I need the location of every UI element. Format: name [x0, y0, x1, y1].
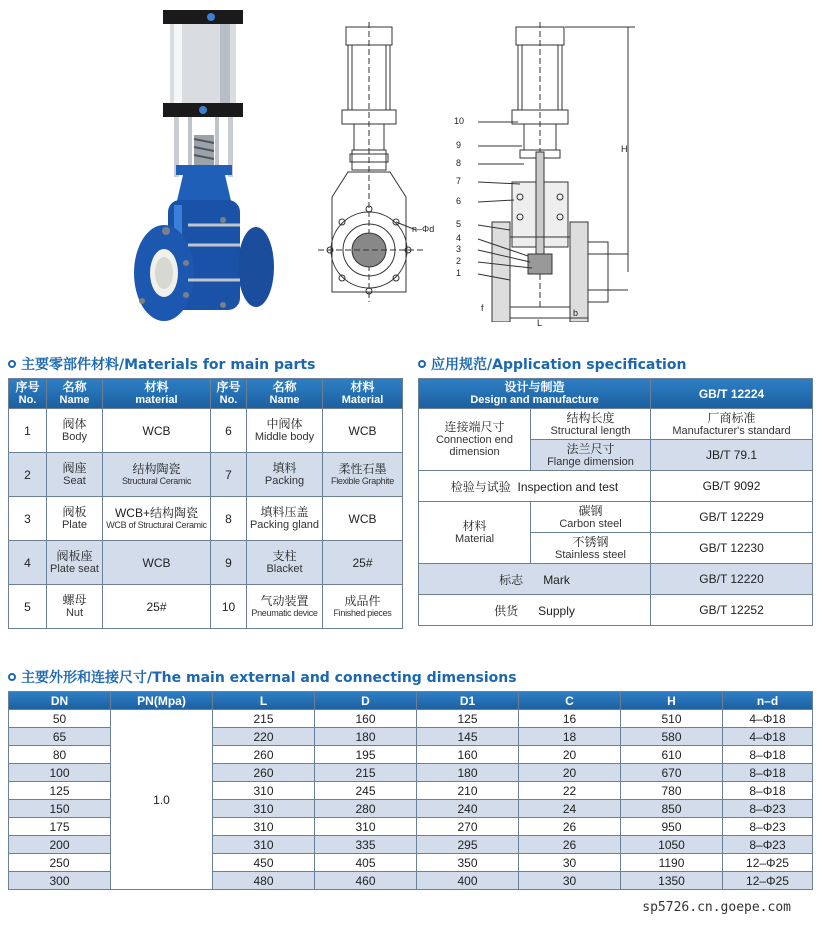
part-label-6: 6 [456, 196, 462, 206]
cell-dn: 80 [9, 746, 111, 764]
cell-h: 1350 [621, 872, 723, 890]
cell-c: 26 [519, 836, 621, 854]
cell-material-2: WCB [323, 497, 403, 541]
table-row [9, 541, 403, 585]
app-header-row [419, 379, 813, 409]
header-material: 材料 material [103, 379, 211, 409]
cell-material: WCB+结构陶瓷 WCB of Structural Ceramic [103, 497, 211, 541]
manuf-cell: 厂商标准 Manufacturer's standard [651, 409, 813, 440]
cell-dn: 65 [9, 728, 111, 746]
cell-name-2: 填料压盖 Packing gland [247, 497, 323, 541]
cell-name-2: 中阀体 Middle body [247, 409, 323, 453]
cell-h: 780 [621, 782, 723, 800]
cell-l: 260 [213, 746, 315, 764]
cell-d1: 180 [417, 764, 519, 782]
cell-nd: 8–Φ23 [723, 800, 813, 818]
cell-material: 结构陶瓷 Structural Ceramic [103, 453, 211, 497]
cell-d1: 295 [417, 836, 519, 854]
materials-header-row [9, 379, 403, 409]
part-label-3: 3 [456, 244, 462, 254]
table-row [419, 471, 813, 502]
dimensions-header-row [9, 692, 813, 710]
table-row [419, 502, 813, 533]
cell-dn: 125 [9, 782, 111, 800]
cell-material: WCB [103, 409, 211, 453]
cell-no-2: 9 [211, 541, 247, 585]
cell-c: 16 [519, 710, 621, 728]
dim-label-h: H [621, 144, 628, 154]
part-label-5: 5 [456, 219, 462, 229]
cell-d1: 125 [417, 710, 519, 728]
dim-label-l: L [537, 318, 543, 328]
header-nd: n–d [723, 692, 813, 710]
cell-no-2: 6 [211, 409, 247, 453]
cell-d1: 240 [417, 800, 519, 818]
cell-no: 3 [9, 497, 47, 541]
table-row [9, 710, 813, 728]
part-label-1: 1 [456, 268, 462, 278]
dimensions-body [9, 710, 813, 890]
cell-d: 195 [315, 746, 417, 764]
cell-c: 30 [519, 854, 621, 872]
section-view-drawing [470, 22, 640, 322]
carbon-cell: 碳钢 Carbon steel [531, 502, 651, 533]
cell-d: 245 [315, 782, 417, 800]
design-cell: 设计与制造 Design and manufacture [419, 379, 651, 409]
supply-std: GB/T 12252 [651, 595, 813, 626]
cell-material-2: 25# [323, 541, 403, 585]
n-d-label: n–Φd [412, 224, 435, 234]
cell-no-2: 10 [211, 585, 247, 629]
cell-h: 580 [621, 728, 723, 746]
cell-d1: 160 [417, 746, 519, 764]
cell-name: 阀座 Seat [47, 453, 103, 497]
dimensions-section-title [8, 667, 517, 687]
cell-d1: 350 [417, 854, 519, 872]
part-label-8: 8 [456, 158, 462, 168]
cell-h: 1050 [621, 836, 723, 854]
cell-d: 180 [315, 728, 417, 746]
flange-cell: 法兰尺寸 Flange dimension [531, 440, 651, 471]
cell-no: 4 [9, 541, 47, 585]
front-view-drawing [318, 22, 438, 322]
cell-name-2: 填料 Packing [247, 453, 323, 497]
materials-table [8, 378, 403, 629]
struct-cell: 结构长度 Structural length [531, 409, 651, 440]
cell-h: 850 [621, 800, 723, 818]
materials-title-text: 主要零部件材料/Materials for main parts [21, 357, 316, 373]
header-no-2: 序号 No. [211, 379, 247, 409]
dimensions-table [8, 691, 813, 890]
cell-no-2: 8 [211, 497, 247, 541]
cell-nd: 12–Φ25 [723, 872, 813, 890]
cell-nd: 12–Φ25 [723, 854, 813, 872]
application-title-text: 应用规范/Application specification [431, 357, 687, 373]
cell-nd: 8–Φ18 [723, 782, 813, 800]
cell-l: 480 [213, 872, 315, 890]
cell-c: 22 [519, 782, 621, 800]
cell-h: 610 [621, 746, 723, 764]
cell-d: 280 [315, 800, 417, 818]
header-material-2: 材料 Material [323, 379, 403, 409]
mark-std: GB/T 12220 [651, 564, 813, 595]
table-row [9, 585, 403, 629]
cell-dn: 100 [9, 764, 111, 782]
part-label-9: 9 [456, 140, 462, 150]
cell-material-2: 成品件 Finished pieces [323, 585, 403, 629]
cell-pn: 1.0 [111, 710, 213, 890]
mark-cell: 标志 Mark [419, 564, 651, 595]
cell-nd: 8–Φ23 [723, 818, 813, 836]
cell-d1: 210 [417, 782, 519, 800]
header-pn: PN(Mpa) [111, 692, 213, 710]
cell-nd: 8–Φ18 [723, 764, 813, 782]
table-row [419, 409, 813, 440]
header-h: H [621, 692, 723, 710]
cell-l: 310 [213, 818, 315, 836]
carbon-std: GB/T 12229 [651, 502, 813, 533]
supply-cell: 供货 Supply [419, 595, 651, 626]
cell-name: 阀板 Plate [47, 497, 103, 541]
cell-name: 螺母 Nut [47, 585, 103, 629]
materials-section-title [8, 354, 315, 374]
cell-h: 670 [621, 764, 723, 782]
header-l: L [213, 692, 315, 710]
application-table [418, 378, 813, 626]
dim-label-b: b [573, 308, 579, 318]
part-label-2: 2 [456, 256, 462, 266]
cell-h: 1190 [621, 854, 723, 872]
cell-no: 5 [9, 585, 47, 629]
cell-d: 310 [315, 818, 417, 836]
cell-material-2: WCB [323, 409, 403, 453]
cell-dn: 300 [9, 872, 111, 890]
cell-nd: 4–Φ18 [723, 710, 813, 728]
part-label-7: 7 [456, 176, 462, 186]
cell-material: 25# [103, 585, 211, 629]
cell-name-2: 气动装置 Pneumatic device [247, 585, 323, 629]
cell-dn: 175 [9, 818, 111, 836]
cell-l: 310 [213, 836, 315, 854]
cell-d1: 145 [417, 728, 519, 746]
cell-nd: 8–Φ18 [723, 746, 813, 764]
cell-d1: 270 [417, 818, 519, 836]
part-label-4: 4 [456, 233, 462, 243]
table-row [419, 595, 813, 626]
cell-name: 阀板座 Plate seat [47, 541, 103, 585]
header-name: 名称 Name [47, 379, 103, 409]
cell-c: 26 [519, 818, 621, 836]
header-c: C [519, 692, 621, 710]
header-dn: DN [9, 692, 111, 710]
cell-d: 160 [315, 710, 417, 728]
cell-d1: 400 [417, 872, 519, 890]
bullet-icon [418, 360, 426, 368]
flange-std: JB/T 79.1 [651, 440, 813, 471]
cell-c: 30 [519, 872, 621, 890]
cell-l: 260 [213, 764, 315, 782]
cell-c: 18 [519, 728, 621, 746]
cell-no-2: 7 [211, 453, 247, 497]
cell-no: 1 [9, 409, 47, 453]
table-row [9, 453, 403, 497]
cell-c: 24 [519, 800, 621, 818]
header-no: 序号 No. [9, 379, 47, 409]
bullet-icon [8, 673, 16, 681]
cell-dn: 150 [9, 800, 111, 818]
cell-l: 215 [213, 710, 315, 728]
cell-d: 405 [315, 854, 417, 872]
cell-dn: 250 [9, 854, 111, 872]
cell-l: 220 [213, 728, 315, 746]
cell-no: 2 [9, 453, 47, 497]
cell-d: 335 [315, 836, 417, 854]
application-section-title [418, 354, 686, 374]
cell-h: 950 [621, 818, 723, 836]
table-row [419, 564, 813, 595]
stainless-cell: 不锈钢 Stainless steel [531, 533, 651, 564]
header-d1: D1 [417, 692, 519, 710]
cell-material: WCB [103, 541, 211, 585]
header-name-2: 名称 Name [247, 379, 323, 409]
cell-nd: 8–Φ23 [723, 836, 813, 854]
design-std: GB/T 12224 [651, 379, 813, 409]
cell-d: 460 [315, 872, 417, 890]
insp-cell: 检验与试验 Inspection and test [419, 471, 651, 502]
cell-l: 450 [213, 854, 315, 872]
mat-cell: 材料 Material [419, 502, 531, 564]
cell-dn: 200 [9, 836, 111, 854]
conn-cell: 连接端尺寸 Connection end dimension [419, 409, 531, 471]
stainless-std: GB/T 12230 [651, 533, 813, 564]
cell-c: 20 [519, 746, 621, 764]
cell-name: 阀体 Body [47, 409, 103, 453]
cell-nd: 4–Φ18 [723, 728, 813, 746]
valve-photo [128, 5, 288, 340]
cell-c: 20 [519, 764, 621, 782]
header-d: D [315, 692, 417, 710]
insp-std: GB/T 9092 [651, 471, 813, 502]
cell-material-2: 柔性石墨 Flexible Graphite [323, 453, 403, 497]
cell-l: 310 [213, 782, 315, 800]
cell-name-2: 支柱 Blacket [247, 541, 323, 585]
table-row [9, 409, 403, 453]
cell-l: 310 [213, 800, 315, 818]
bullet-icon [8, 360, 16, 368]
dim-label-f: f [481, 303, 484, 313]
cell-d: 215 [315, 764, 417, 782]
watermark: sp5726.cn.goepe.com [642, 900, 791, 915]
cell-h: 510 [621, 710, 723, 728]
part-label-10: 10 [454, 116, 465, 126]
cell-dn: 50 [9, 710, 111, 728]
table-row [9, 497, 403, 541]
dimensions-title-text: 主要外形和连接尺寸/The main external and connecting dimensions [21, 670, 517, 686]
